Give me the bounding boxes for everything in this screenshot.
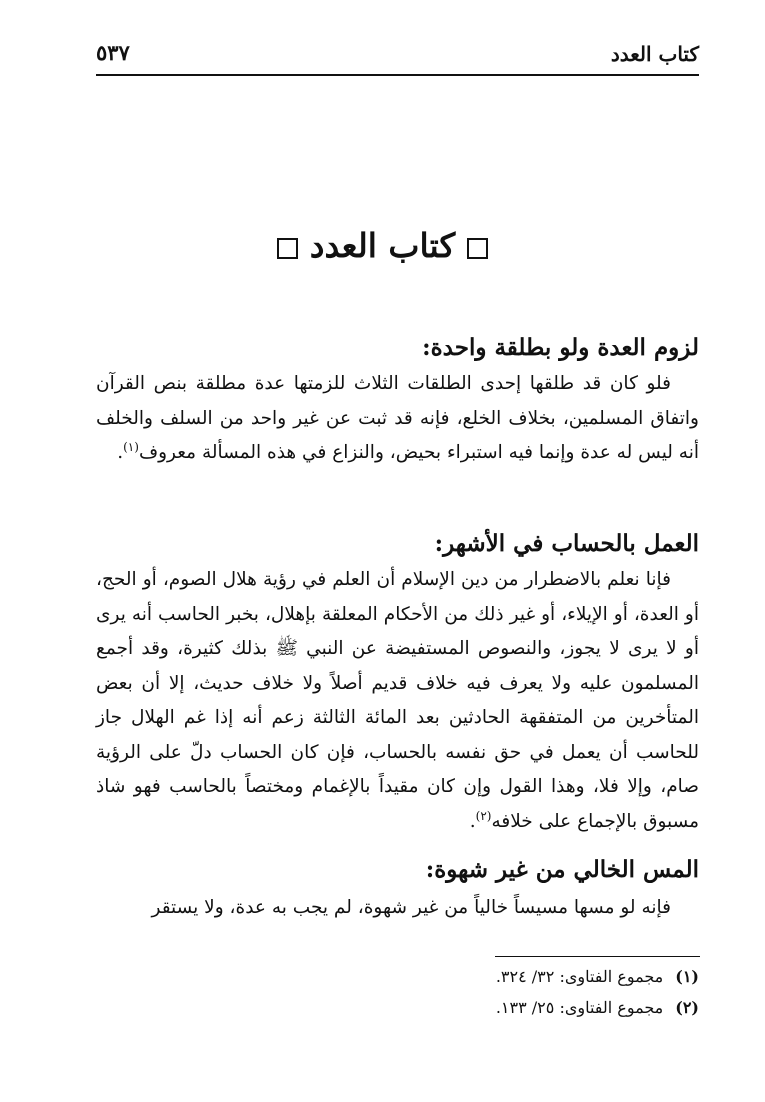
footnote-text: مجموع الفتاوى: ٣٢/ ٣٢٤. bbox=[495, 967, 664, 986]
square-ornament-icon bbox=[467, 238, 488, 259]
section-heading: العمل بالحساب في الأشهر: bbox=[434, 530, 699, 557]
footnote bbox=[496, 993, 699, 1023]
paragraph-text: فلو كان قد طلقها إحدى الطلقات الثلاث للزمتها عدة مطلقة بنص القرآن واتفاق المسلمين، بخلاف الخلع، فإنه قد ثبت عن غير واحد من السلف والخلف أنه ليس له عدة وإنما فيه استبراء بحيض، والنزاع في هذه المسألة معروف bbox=[96, 373, 699, 463]
section-heading: المس الخالي من غير شهوة: bbox=[425, 856, 699, 883]
footnote-reference: (٢) bbox=[475, 808, 492, 823]
footnote-separator bbox=[495, 956, 700, 957]
footnote-number: (١) bbox=[675, 967, 699, 986]
paragraph-text: فإنه لو مسها مسيساً خالياً من غير شهوة، لم يجب به عدة، ولا يستقر bbox=[151, 897, 671, 918]
page-number: ٥٣٧ bbox=[96, 40, 130, 65]
square-ornament-icon bbox=[277, 238, 298, 259]
section-heading: لزوم العدة ولو بطلقة واحدة: bbox=[422, 334, 699, 361]
section-paragraph bbox=[96, 367, 699, 471]
running-title: كتاب العدد bbox=[610, 42, 699, 66]
footnote-number: (٢) bbox=[675, 998, 699, 1017]
section-paragraph bbox=[96, 891, 699, 926]
footnote bbox=[496, 962, 699, 992]
chapter-title bbox=[0, 226, 765, 265]
running-header bbox=[96, 38, 699, 76]
footnote-reference: (١) bbox=[123, 439, 139, 454]
paragraph-end: . bbox=[469, 810, 476, 832]
paragraph-end: . bbox=[117, 442, 124, 463]
paragraph-text: فإنا نعلم بالاضطرار من دين الإسلام أن العلم في رؤية هلال الصوم، أو الحج، أو العدة، أو الإيلاء، أو غير ذلك من الأحكام المعلقة بإهلال، بخبر الحاسب أنه يرى أو لا يرى لا يجوز، والنصوص المستفيضة عن النبي ﷺ بذلك كثيرة، وقد أجمع المسلمون عليه ولا يعرف فيه خلاف قديم أصلاً ولا خلاف حديث، إلا أن بعض المتأخرين من المتفقهة الحادثين بعد المائة الثالثة زعم أنه إذا غم الهلال جاز للحاسب أن يعمل في حق نفسه بالحساب، فإن كان الحساب دلّ على الرؤية صام، وإلا فلا، وهذا القول وإن كان مقيداً بالإغمام ومختصاً بالحاسب فهو شاذ مسبوق بالإجماع على خلافه bbox=[96, 569, 699, 832]
footnote-text: مجموع الفتاوى: ٢٥/ ١٣٣. bbox=[495, 998, 664, 1017]
section-paragraph bbox=[96, 563, 699, 839]
chapter-title-text: كتاب العدد bbox=[309, 226, 456, 265]
